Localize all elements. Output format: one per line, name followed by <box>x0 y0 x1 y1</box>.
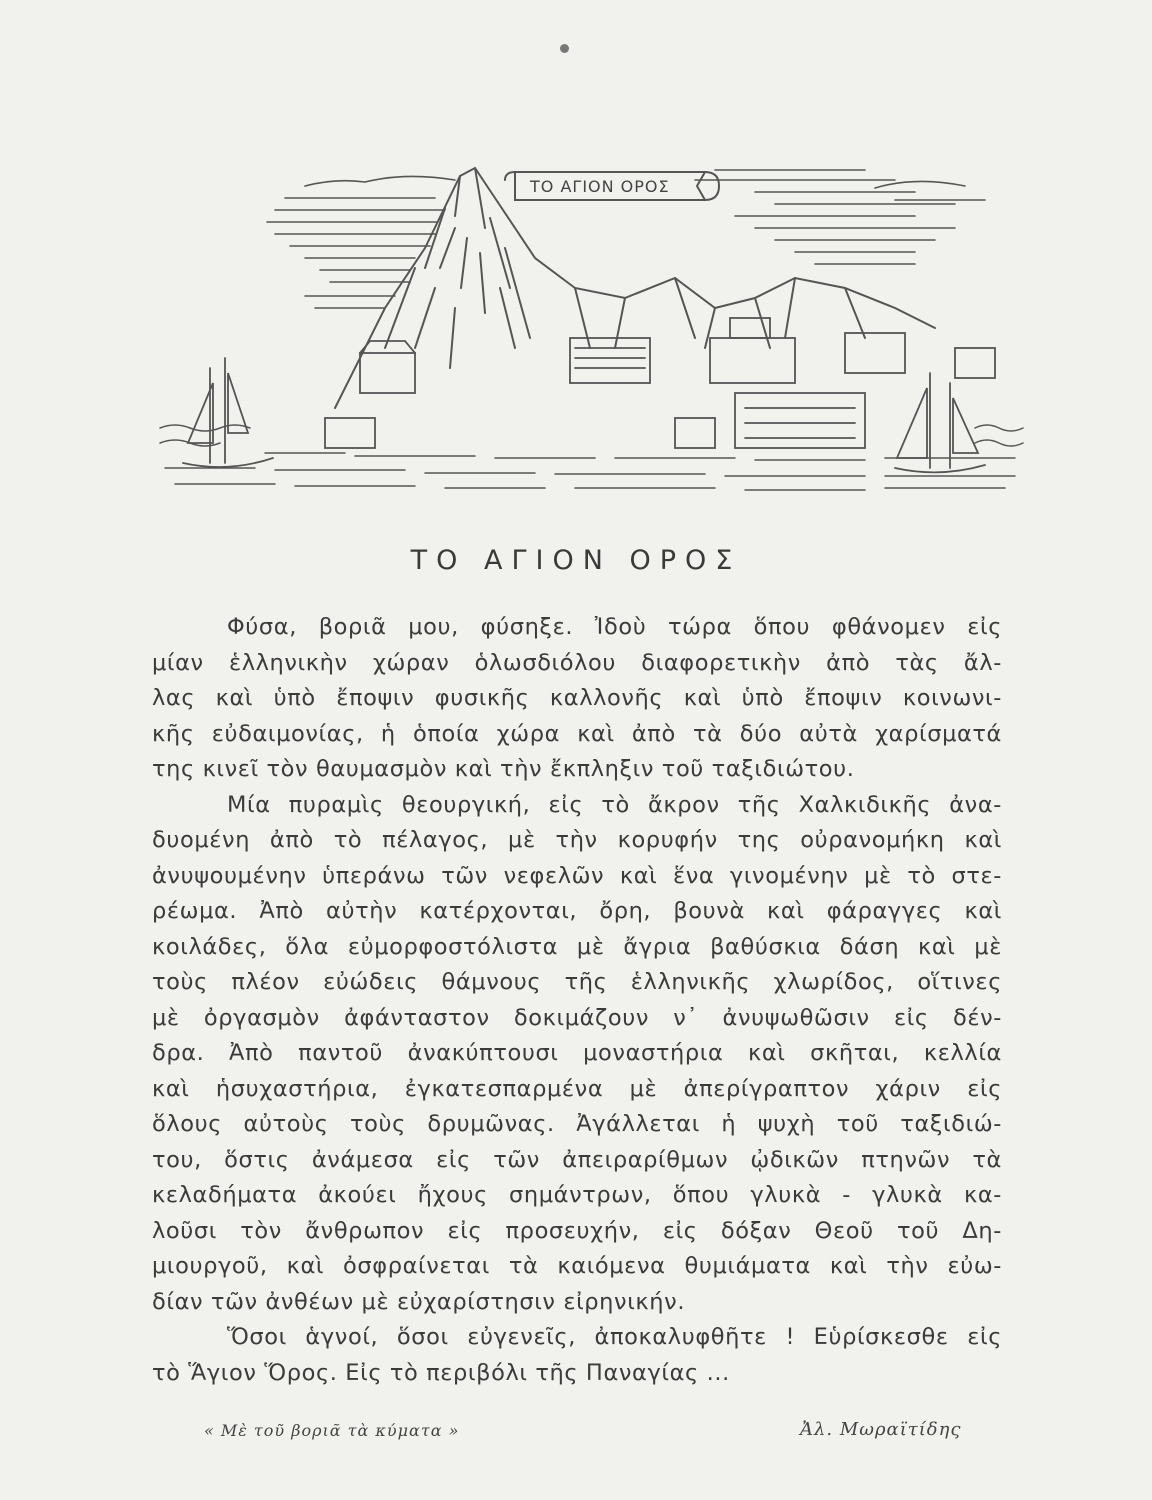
body-text <box>152 610 1002 1391</box>
text-line: Φύσα, βοριᾶ μου, φύσηξε. Ἰδοὺ τώρα ὅπου φθάνομεν εἰς <box>227 614 1002 640</box>
sailboat-left <box>183 358 273 467</box>
monastery-buildings <box>325 318 995 448</box>
text-line: τοὺς πλέον εὐώδεις θάμνους τῆς ἑλληνικῆς χλωρίδος, οἵτινες <box>152 969 1002 995</box>
sea-waves <box>160 425 1023 490</box>
text-line: δυομένη ἀπὸ τὸ πέλαγος, μὲ τὴν κορυφήν της οὐρανομήκη καὶ <box>152 827 1002 853</box>
mount-athos-illustration <box>155 158 1025 498</box>
text-line: ὅλους αὐτοὺς τοὺς δρυμῶνας. Ἀγάλλεται ἡ ψυχὴ τοῦ ταξιδιώ- <box>152 1111 1002 1137</box>
text-line: λας καὶ ὑπὸ ἔποψιν φυσικῆς καλλονῆς καὶ ὑπὸ ἔποψιν κοινωνι- <box>152 685 1002 711</box>
text-line: λοῦσι τὸν ἄνθρωπον εἰς προσευχήν, εἰς δόξαν Θεοῦ τοῦ Δη- <box>152 1217 1002 1244</box>
text-line: Ὅσοι ἁγνοί, ὅσοι εὐγενεῖς, ἀποκαλυφθῆτε ! Εὑρίσκεσθε εἰς <box>227 1324 1002 1350</box>
text-line: κελαδήματα ἀκούει ἤχους σημάντρων, ὅπου γλυκὰ - γλυκὰ κα- <box>152 1182 1002 1208</box>
text-line: κῆς εὐδαιμονίας, ἡ ὁποία χώρα καὶ ἀπὸ τὰ δύο αὐτὰ χαρίσματά <box>152 720 1002 747</box>
text-line: ρέωμα. Ἀπὸ αὐτὴν κατέρχονται, ὄρη, βουνὰ καὶ φάραγγες καὶ <box>152 898 1002 924</box>
text-line: της κινεῖ τὸν θαυμασμὸν καὶ τὴν ἔκπληξιν τοῦ ταξιδιώτου. <box>152 756 855 782</box>
text-line: δρα. Ἀπὸ παντοῦ ἀνακύπτουσι μοναστήρια καὶ σκῆται, κελλία <box>152 1040 1002 1066</box>
text-line: δίαν τῶν ἀνθέων μὲ εὐχαρίστησιν εἰρηνικήν. <box>152 1288 686 1315</box>
text-line: μιουργοῦ, καὶ ὀσφραίνεται τὰ καιόμενα θυμιάματα καὶ τὴν εὐω- <box>152 1253 1002 1279</box>
banner-label: ΤΟ ΑΓΙΟΝ ΟΡΟΣ <box>530 177 670 196</box>
text-line: Μία πυραμὶς θεουργική, εἰς τὸ ἄκρον τῆς Χαλκιδικῆς ἀνα- <box>227 791 1002 818</box>
text-line: μὲ ὀργασμὸν ἀφάνταστον δοκιμάζουν ν᾽ ἀνυψωθῶσιν εἰς δέν- <box>152 1004 1002 1031</box>
text-line: ἀνυψουμένην ὑπεράνω τῶν νεφελῶν καὶ ἕνα γινομένην μὲ τὸ στε- <box>152 862 1002 889</box>
text-line: τὸ Ἅγιον Ὅρος. Εἰς τὸ περιβόλι τῆς Παναγίας ... <box>152 1359 730 1386</box>
text-line: μίαν ἑλληνικὴν χώραν ὁλωσδιόλου διαφορετικὴν ἀπὸ τὰς ἄλ- <box>152 649 1002 676</box>
text-line: του, ὅστις ἀνάμεσα εἰς τῶν ἀπειραρίθμων ᾠδικῶν πτηνῶν τὰ <box>152 1146 1002 1173</box>
page-dot-mark <box>560 44 569 53</box>
text-line: κοιλάδες, ὅλα εὐμορφοστόλιστα μὲ ἄγρια βαθύσκια δάση καὶ μὲ <box>152 933 1002 960</box>
text-line: καὶ ἡσυχαστήρια, ἐγκατεσπαρμένα μὲ ἀπερίγραπτον χάριν εἰς <box>152 1075 1002 1102</box>
cloud-hatching-right <box>695 170 985 264</box>
page-title: ΤΟ ΑΓΙΟΝ ΟΡΟΣ <box>410 545 742 576</box>
author-attribution: Ἀλ. Μωραϊτίδης <box>800 1419 962 1440</box>
source-citation: « Μὲ τοῦ βοριᾶ τὰ κύματα » <box>204 1421 460 1440</box>
